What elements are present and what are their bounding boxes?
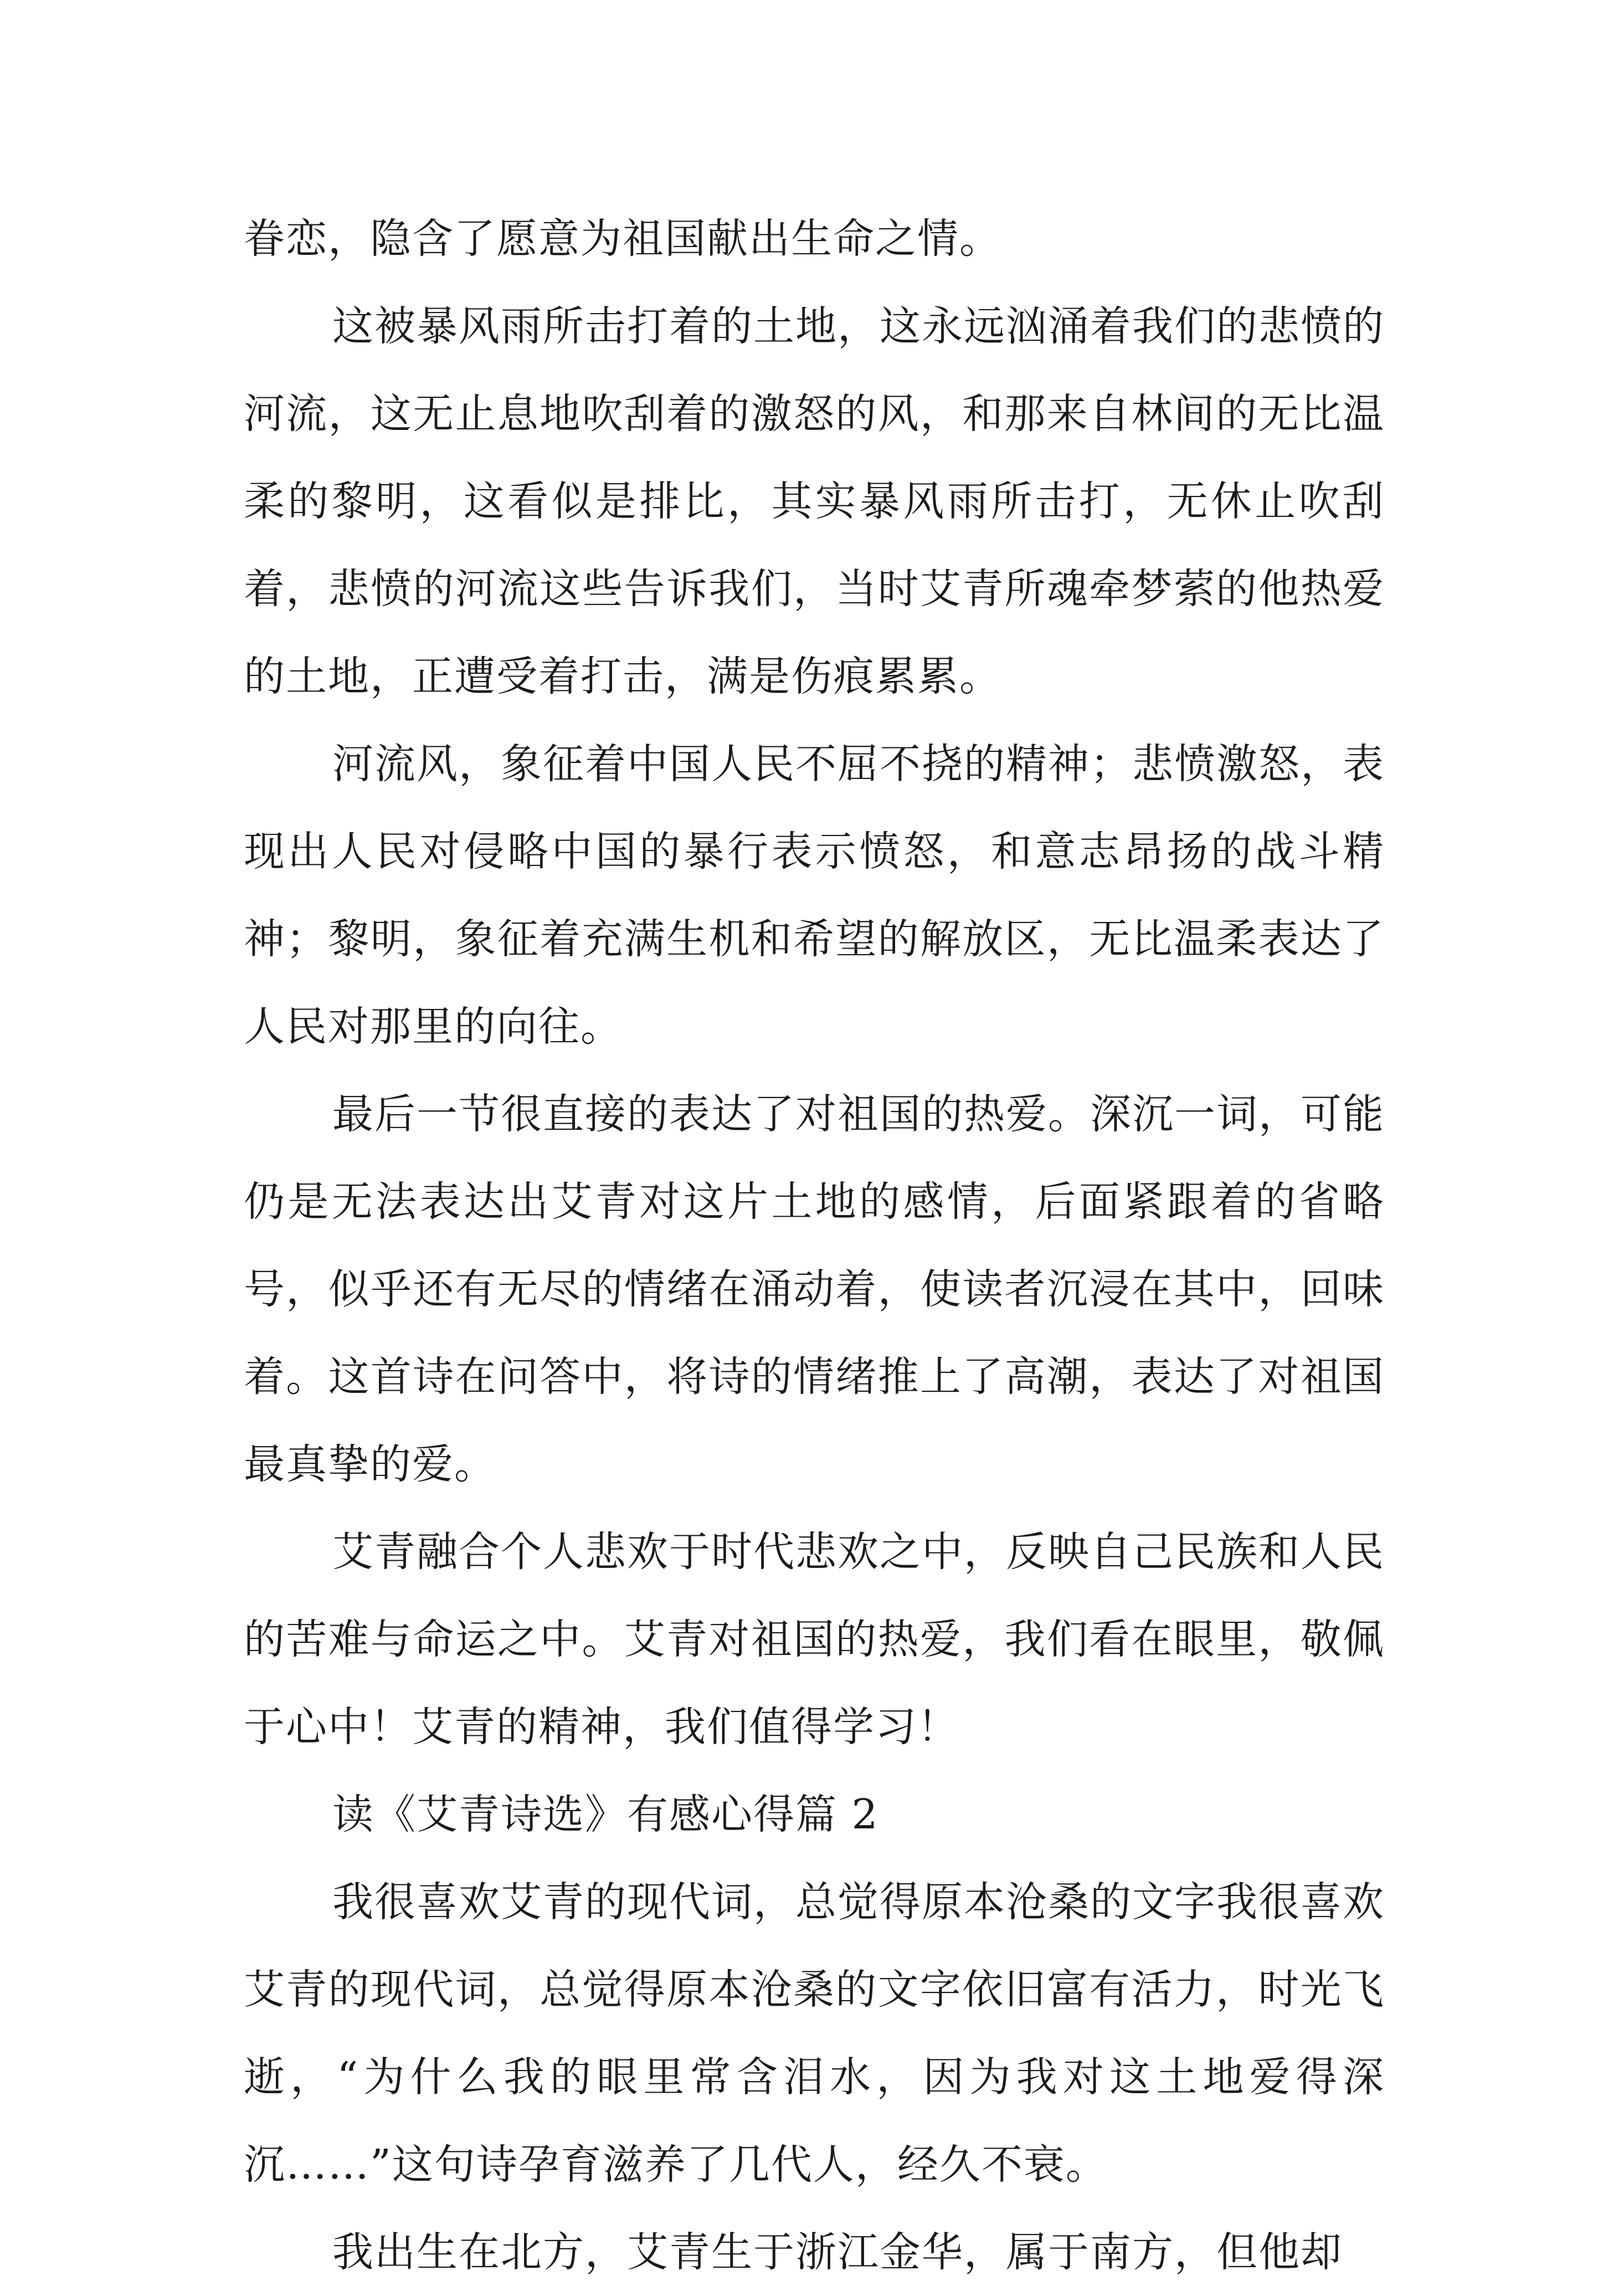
paragraph: 我出生在北方，艾青生于浙江金华，属于南方，但他却 <box>332 2228 1343 2276</box>
paragraph-continuation: 眷恋，隐含了愿意为祖国献出生命之情。 <box>244 215 1001 263</box>
paragraph: 河流风，象征着中国人民不屈不挠的精神；悲愤激怒，表现出人民对侵略中国的暴行表示愤怒，和意志昂扬的战斗精神；黎明，象征着充满生机和希望的解放区，无比温柔表达了人民对那里的向往。 <box>244 740 1385 1050</box>
paragraph: 最后一节很直接的表达了对祖国的热爱。深沉一词，可能仍是无法表达出艾青对这片土地的感情，后面紧跟着的省略号，似乎还有无尽的情绪在涌动着，使读者沉浸在其中，回味着。这首诗在问答中，将诗的情绪推上了高潮，表达了对祖国最真挚的爱。 <box>244 1090 1385 1488</box>
paragraph: 这被暴风雨所击打着的土地，这永远汹涌着我们的悲愤的河流，这无止息地吹刮着的激怒的风，和那来自林间的无比温柔的黎明，这看似是排比，其实暴风雨所击打，无休止吹刮着，悲愤的河流这些告诉我们，当时艾青所魂牵梦萦的他热爱的土地，正遭受着打击，满是伤痕累累。 <box>244 303 1385 700</box>
paragraph: 我很喜欢艾青的现代词，总觉得原本沧桑的文字我很喜欢艾青的现代词，总觉得原本沧桑的文字依旧富有活力，时光飞逝，“为什么我的眼里常含泪水，因为我对这土地爱得深沉……”这句诗孕育滋养了几代人，经久不衰。 <box>244 1878 1385 2189</box>
document-body <box>244 195 1385 2296</box>
section-heading: 读《艾青诗选》有感心得篇 2 <box>332 1791 879 1838</box>
paragraph: 艾青融合个人悲欢于时代悲欢之中，反映自己民族和人民的苦难与命运之中。艾青对祖国的热爱，我们看在眼里，敬佩于心中！艾青的精神，我们值得学习！ <box>244 1528 1385 1751</box>
